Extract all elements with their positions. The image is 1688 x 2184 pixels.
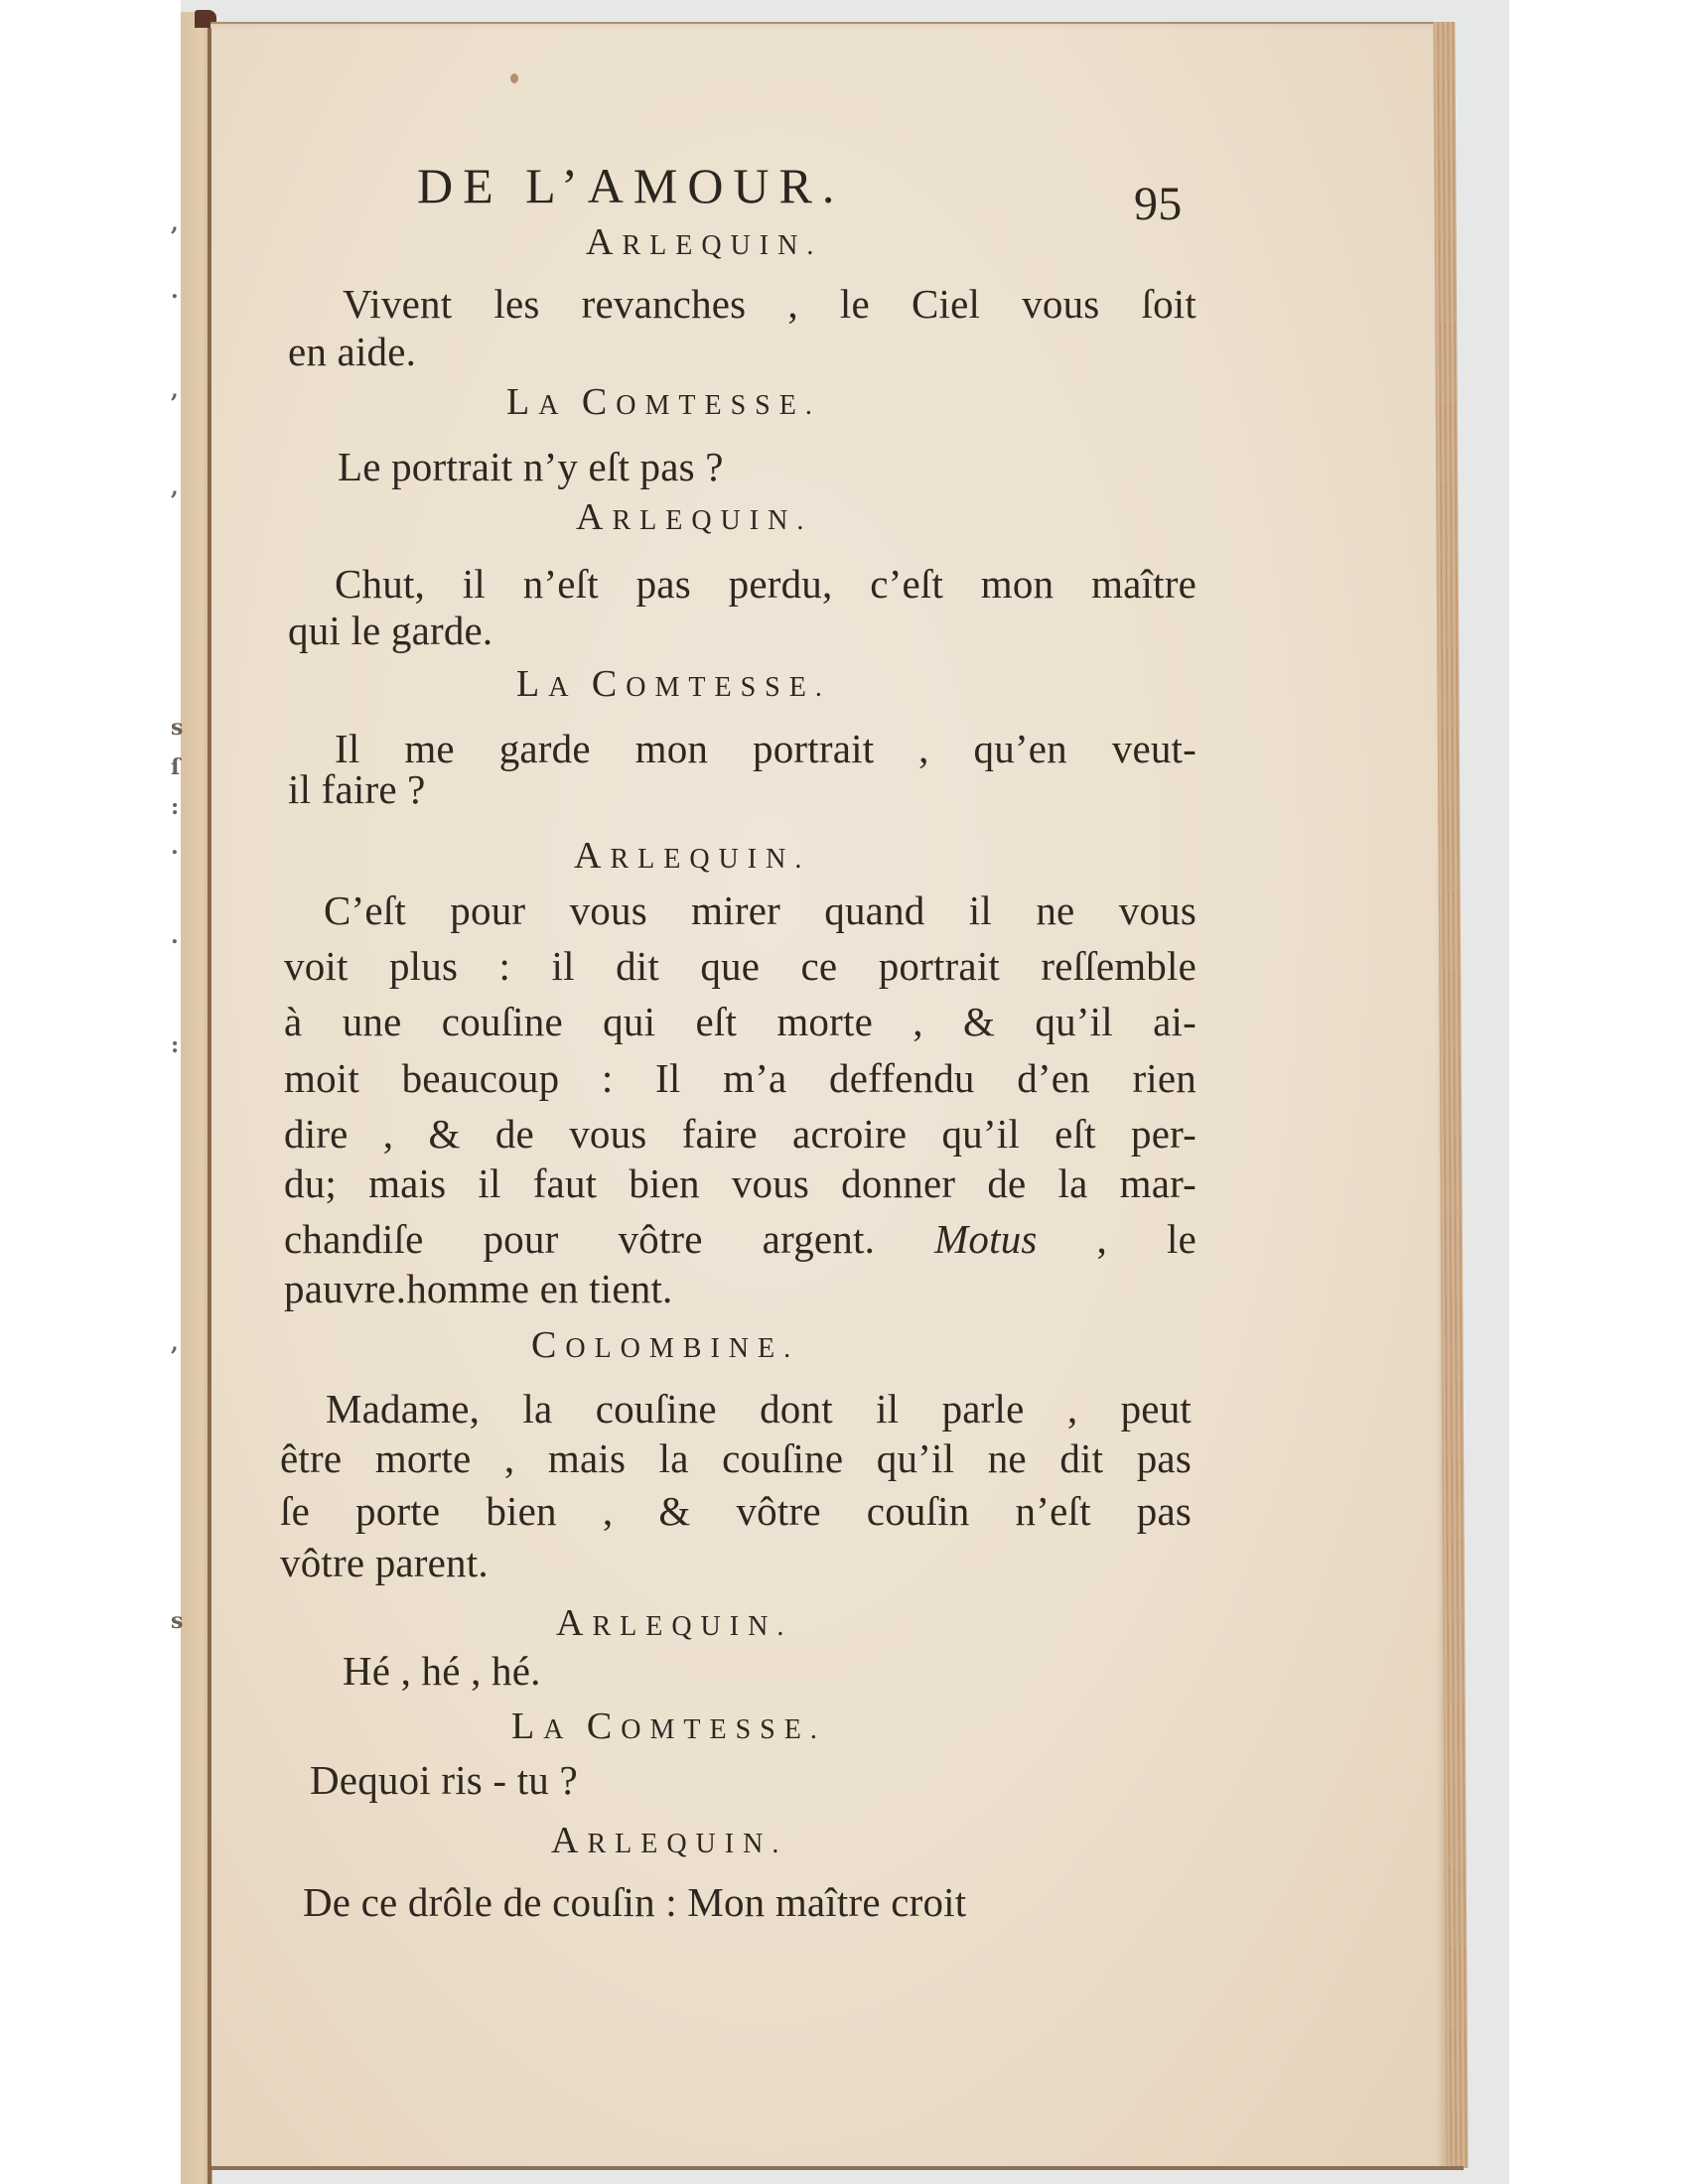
speaker-rest: OLOMBINE. <box>565 1333 800 1364</box>
text-line: pauvre.homme en tient. <box>284 1266 673 1311</box>
speaker-initial: A <box>556 1602 593 1644</box>
gutter-glyph: , <box>171 210 179 236</box>
speaker-rest: A <box>548 672 576 703</box>
speaker-rest: OMTESSE. <box>616 390 821 421</box>
text-line: à une couſine qui eſt morte , & qu’il ai- <box>284 999 1196 1044</box>
speaker-initial: C <box>531 1324 566 1366</box>
gutter-glyph: ſ <box>171 754 181 780</box>
speaker-rest: A <box>543 1714 571 1745</box>
text-line: Il me garde mon portrait , qu’en veut- <box>335 726 1196 771</box>
text-line: Le portrait n’y eſt pas ? <box>338 444 724 489</box>
speaker-name <box>511 1705 826 1748</box>
gutter-glyph: s <box>171 715 184 741</box>
text-line: chandiſe pour vôtre argent. Motus , le <box>284 1216 1196 1262</box>
text-line: C’eſt pour vous mirer quand il ne vous <box>324 887 1196 933</box>
speaker-rest: RLEQUIN. <box>587 1829 788 1859</box>
page-number: 95 <box>1134 178 1183 230</box>
speaker-initial: A <box>586 221 623 263</box>
speaker-name <box>516 662 831 706</box>
gutter-glyph: : <box>171 794 180 820</box>
speaker-rest: A <box>538 390 566 421</box>
text-line: Vivent les revanches , le Ciel vous ſoit <box>343 281 1196 327</box>
text-line: De ce drôle de couſin : Mon maître croit <box>303 1879 967 1925</box>
speaker-rest: RLEQUIN. <box>610 844 811 875</box>
text-line: qui le garde. <box>288 608 493 653</box>
text-line: moit beaucoup : Il m’a deffendu d’en rien <box>284 1055 1196 1101</box>
text-line: il faire ? <box>288 766 426 812</box>
speaker-initial: A <box>551 1820 588 1861</box>
speaker-initial: C <box>591 663 627 705</box>
text-line: du; mais il faut bien vous donner de la mar- <box>284 1160 1196 1206</box>
speaker-name <box>506 380 821 424</box>
gutter-glyph: . <box>171 834 179 860</box>
page-bottom-edge <box>211 2166 1464 2170</box>
speaker-rest: RLEQUIN. <box>622 230 823 261</box>
text-line: Dequoi ris - tu ? <box>310 1757 578 1803</box>
speaker-initial: L <box>516 663 549 705</box>
speaker-name <box>556 1601 792 1645</box>
speaker-initial: C <box>581 381 617 423</box>
gutter-glyph: , <box>171 475 179 500</box>
speaker-rest: RLEQUIN. <box>612 505 813 536</box>
gutter-glyph: , <box>171 1330 179 1356</box>
text-line: être morte , mais la couſine qu’il ne dit pas <box>280 1435 1192 1481</box>
speaker-name <box>551 1819 787 1862</box>
gutter-glyph: . <box>171 278 179 304</box>
text-line: en aide. <box>288 329 417 374</box>
running-head: DE L’AMOUR. <box>417 158 845 213</box>
speaker-initial: L <box>511 1706 544 1747</box>
gutter-line <box>208 28 211 2184</box>
speaker-initial: L <box>506 381 539 423</box>
text-line: vôtre parent. <box>280 1540 489 1585</box>
speaker-name <box>531 1323 799 1367</box>
speaker-name <box>576 495 812 539</box>
gutter-glyph: . <box>171 923 179 949</box>
text-line: Chut, il n’eſt pas perdu, c’eſt mon maître <box>335 561 1196 607</box>
speaker-name <box>574 834 810 878</box>
gutter-glyph: : <box>171 1032 180 1058</box>
speaker-rest: OMTESSE. <box>621 1714 826 1745</box>
speaker-initial: C <box>586 1706 622 1747</box>
speaker-name <box>586 220 822 264</box>
text-line: ſe porte bien , & vôtre couſin n’eſt pas <box>280 1488 1192 1534</box>
speaker-initial: A <box>576 496 613 538</box>
text-line: dire , & de vous faire acroire qu’il eſt per- <box>284 1111 1196 1157</box>
paper-spot <box>510 73 518 83</box>
text-line: Madame, la couſine dont il parle , peut <box>326 1386 1192 1432</box>
gutter-glyph: , <box>171 377 179 403</box>
speaker-rest: RLEQUIN. <box>592 1611 793 1642</box>
speaker-rest: OMTESSE. <box>626 672 831 703</box>
gutter-glyph: s <box>171 1608 184 1634</box>
text-line: Hé , hé , hé. <box>343 1648 541 1694</box>
italic-word: Motus <box>934 1216 1038 1262</box>
speaker-initial: A <box>574 835 611 877</box>
text-line: voit plus : il dit que ce portrait reſſemble <box>284 943 1196 989</box>
